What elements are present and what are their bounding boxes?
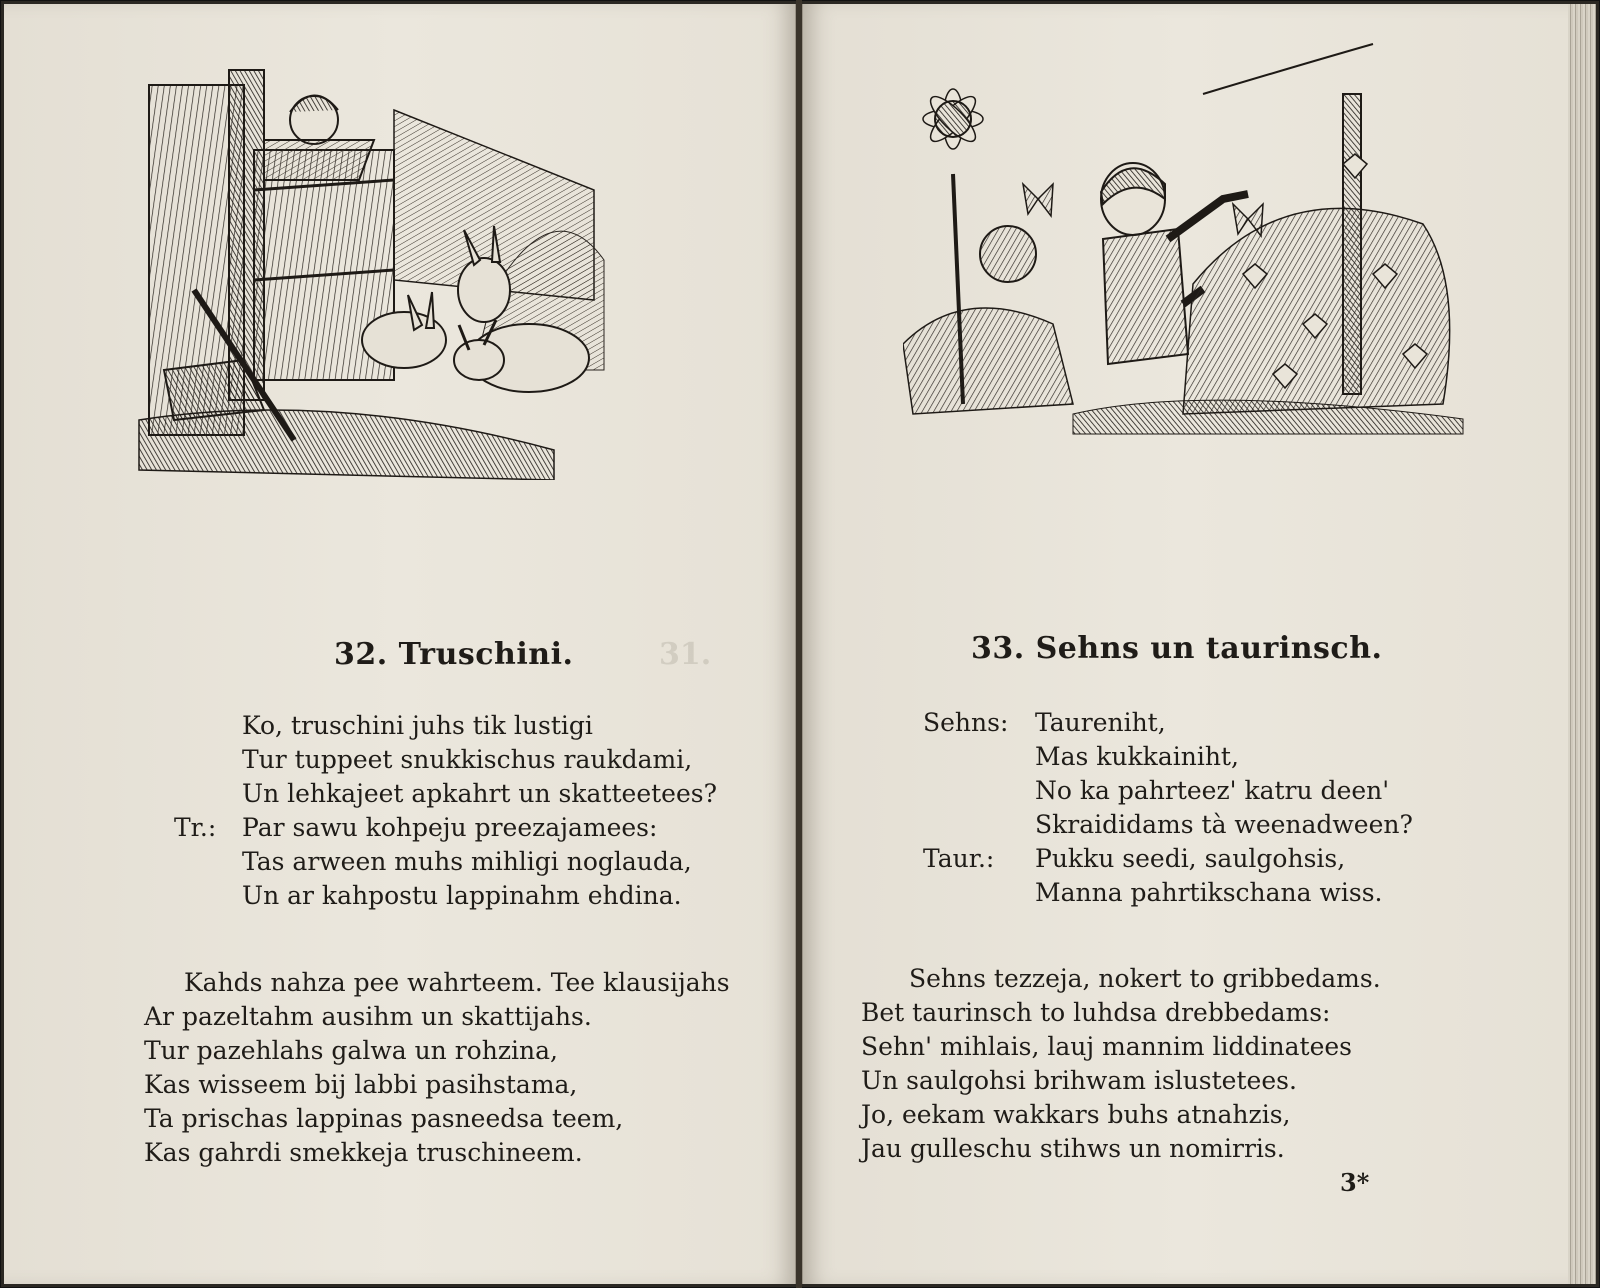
verse-line <box>174 845 717 879</box>
speaker-label: Tr.: <box>174 813 217 842</box>
verse-text: Taureniht, <box>1035 708 1166 737</box>
verse-line: Bet taurinsch to luhdsa drebbedams: <box>861 998 1331 1027</box>
verse-line: Jo, eekam wakkars buhs atnahzis, <box>861 1100 1291 1129</box>
verse-line: Kas gahrdi smekkeja truschineem. <box>144 1138 583 1167</box>
poem-title: 33. Sehns un taurinsch. <box>971 631 1383 666</box>
sunflower-butterfly-engraving <box>903 24 1473 444</box>
stanza-2 <box>861 962 1381 1166</box>
verse-line: Tur pazehlahs galwa un rohzina, <box>144 1036 558 1065</box>
speaker-label: Sehns: <box>923 708 1009 737</box>
verse-text: Pukku seedi, saulgohsis, <box>1035 844 1346 873</box>
verse-line: Ar pazeltahm ausihm un skattijahs. <box>144 1002 592 1031</box>
verse-line: Jau gulleschu stihws un nomirris. <box>861 1134 1285 1163</box>
verse-line <box>923 774 1413 808</box>
verse-text: Un ar kahpostu lappinahm ehdina. <box>242 881 682 910</box>
verse-line <box>923 706 1413 740</box>
verse-text: Par sawu kohpeju preezajamees: <box>242 813 658 842</box>
verse-line <box>174 879 717 913</box>
stanza-2 <box>144 966 730 1170</box>
verse-text: Skraididams tà weenadween? <box>1035 810 1413 839</box>
verse-text: Tur tuppeet snukkischus raukdami, <box>242 745 693 774</box>
verse-text: No ka pahrteez' katru deen' <box>1035 776 1390 805</box>
right-page <box>802 4 1568 1284</box>
verse-line: Ta prischas lappinas pasneedsa teem, <box>144 1104 624 1133</box>
verse-text: Manna pahrtikschana wiss. <box>1035 878 1383 907</box>
verse-line: Kas wisseem bij labbi pasihstama, <box>144 1070 578 1099</box>
verse-line <box>174 743 717 777</box>
verse-line <box>923 876 1413 910</box>
left-page <box>4 4 796 1284</box>
verse-text: Mas kukkainiht, <box>1035 742 1239 771</box>
verse-line <box>923 808 1413 842</box>
poem-title: 32. Truschini. <box>334 637 574 672</box>
verse-line <box>923 842 1413 876</box>
verse-line: Kahds nahza pee wahrteem. Tee klausijahs <box>184 968 730 997</box>
show-through-number: 31. <box>659 637 712 672</box>
verse-text: Ko, truschini juhs tik lustigi <box>242 711 593 740</box>
stanza-1 <box>174 709 717 913</box>
verse-text: Tas arween muhs mihligi noglauda, <box>242 847 692 876</box>
verse-line <box>174 811 717 845</box>
verse-line <box>174 777 717 811</box>
verse-line <box>923 740 1413 774</box>
speaker-label: Taur.: <box>923 844 995 873</box>
stanza-1 <box>923 706 1413 910</box>
verse-text: Un lehkajeet apkahrt un skatteetees? <box>242 779 717 808</box>
rabbits-engraving <box>134 40 614 480</box>
verse-line <box>174 709 717 743</box>
verse-line: Sehns tezzeja, nokert to gribbedams. <box>909 964 1381 993</box>
signature-mark: 3* <box>1340 1168 1370 1197</box>
verse-line: Un saulgohsi brihwam islustetees. <box>861 1066 1297 1095</box>
verse-line: Sehn' mihlais, lauj mannim liddinatees <box>861 1032 1352 1061</box>
page-edges <box>1568 4 1596 1284</box>
